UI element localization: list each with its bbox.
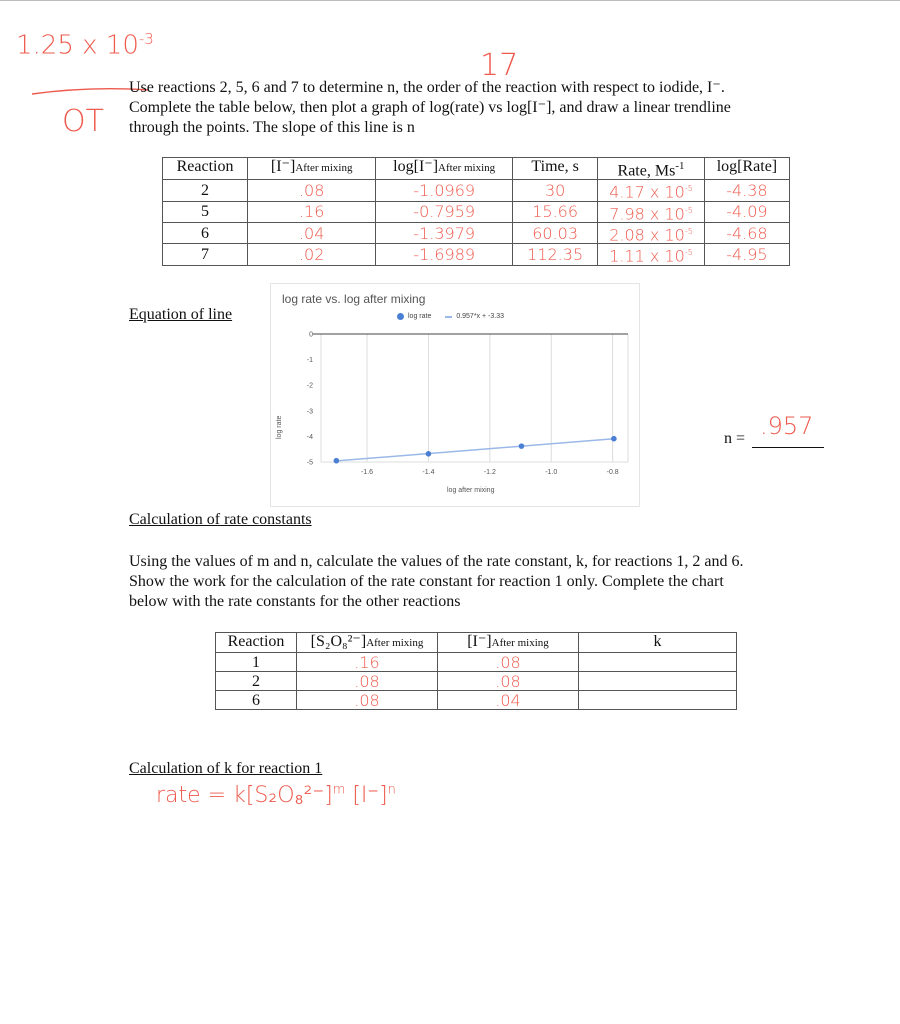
instructions-paragraph — [129, 78, 731, 138]
reaction-cell: 2 — [163, 180, 248, 201]
log-rate-cell: -4.68 — [704, 222, 789, 243]
log-iodide-cell: -1.0969 — [376, 180, 513, 201]
header-iodide: [I⁻]After mixing — [248, 158, 376, 180]
data-point — [611, 436, 617, 442]
rate-cell: 7.98 x $10^{-5}$ — [598, 201, 705, 222]
handwritten-ot: OT — [62, 104, 104, 139]
y-tick-label: -2 — [306, 382, 313, 390]
reaction-cell: 2 — [216, 672, 297, 691]
data-point — [426, 451, 432, 457]
log-rate-cell: -4.09 — [704, 201, 789, 222]
reaction-cell: 6 — [216, 691, 297, 710]
reaction-cell: 1 — [216, 653, 297, 672]
rate-constant-table — [215, 632, 737, 710]
log-iodide-cell: -1.3979 — [376, 222, 513, 243]
rate-constants-line-1: Using the values of m and n, calculate the values of the rate constant, k, for reactions 1, 2 and 6. — [129, 553, 744, 570]
n-answer-line — [752, 447, 824, 448]
table-row — [216, 691, 737, 710]
table-header-row — [163, 158, 790, 180]
y-tick-label: -5 — [306, 459, 313, 467]
y-tick-label: 0 — [309, 331, 313, 339]
instructions-line-3: through the points. The slope of this line is n — [129, 119, 415, 136]
rate-constants-heading: Calculation of rate constants — [129, 511, 312, 528]
table-row — [163, 201, 790, 222]
header-time: Time, s — [513, 158, 598, 180]
header-iodide: [I⁻]After mixing — [438, 633, 579, 653]
reaction-cell: 7 — [163, 244, 248, 265]
log-rate-cell: -4.95 — [704, 244, 789, 265]
iodide-cell: .04 — [248, 222, 376, 243]
persulfate-cell: .08 — [297, 691, 438, 710]
x-tick-label: -1.4 — [422, 469, 435, 476]
handwritten-n-value: .957 — [760, 412, 814, 440]
header-persulfate: [S₂O₈²⁻]After mixing — [297, 633, 438, 653]
time-cell: 30 — [513, 180, 598, 201]
y-tick-label: -3 — [306, 408, 313, 416]
y-axis-label: log rate — [276, 415, 283, 439]
handwritten-rate-law: rate = $k[S_2O_8^{2-}]^m$ $[I^-]^n$ — [156, 782, 396, 808]
k-cell[interactable] — [579, 653, 737, 672]
log-rate-cell: -4.38 — [704, 180, 789, 201]
table-header-row — [216, 633, 737, 653]
chart-plot-area — [271, 284, 639, 506]
table-row — [216, 672, 737, 691]
legend-label-trendline: 0.957*x + -3.33 — [456, 313, 504, 320]
log-iodide-cell: -1.6989 — [376, 244, 513, 265]
top-border — [0, 0, 900, 1]
header-rate: Rate, $Ms^{-1}$ — [598, 158, 705, 180]
table-row — [163, 244, 790, 265]
rate-cell: 1.11 x $10^{-5}$ — [598, 244, 705, 265]
data-point — [334, 458, 340, 464]
header-log-rate: log[Rate] — [704, 158, 789, 180]
legend-label-points: log rate — [408, 313, 432, 320]
iodide-cell: .04 — [438, 691, 579, 710]
y-tick-label: -1 — [306, 357, 313, 365]
n-label: n = — [724, 430, 746, 447]
instructions-line-2: Complete the table below, then plot a graph of log(rate) vs log[I⁻], and draw a linear trendline — [129, 99, 731, 116]
table-row — [163, 222, 790, 243]
handwritten-page-number: 17 — [480, 48, 519, 83]
iodide-cell: .16 — [248, 201, 376, 222]
equation-of-line-label: Equation of line — [129, 306, 233, 323]
header-k: k — [579, 633, 737, 653]
handwritten-note-top-left: 1.25 x $10^{-3}$ — [16, 30, 154, 61]
rate-cell: 2.08 x $10^{-5}$ — [598, 222, 705, 243]
rate-constants-paragraph — [129, 552, 743, 612]
rate-cell: 4.17 x $10^{-5}$ — [598, 180, 705, 201]
instructions-line-1: Use reactions 2, 5, 6 and 7 to determine n, the order of the reaction with respect to iodide, I⁻. — [129, 79, 725, 96]
iodide-cell: .02 — [248, 244, 376, 265]
iodide-cell: .08 — [438, 653, 579, 672]
time-cell: 112.35 — [513, 244, 598, 265]
table-row — [216, 653, 737, 672]
log-iodide-cell: -0.7959 — [376, 201, 513, 222]
rate-constants-line-3: below with the rate constants for the other reactions — [129, 593, 461, 610]
time-cell: 60.03 — [513, 222, 598, 243]
k-cell[interactable] — [579, 691, 737, 710]
rate-constants-line-2: Show the work for the calculation of the rate constant for reaction 1 only. Complete the chart — [129, 573, 724, 590]
x-tick-label: -1.2 — [483, 469, 496, 476]
persulfate-cell: .08 — [297, 672, 438, 691]
reaction-cell: 6 — [163, 222, 248, 243]
chart-title: log rate vs. log after mixing — [282, 292, 426, 306]
iodide-cell: .08 — [248, 180, 376, 201]
iodide-cell: .08 — [438, 672, 579, 691]
y-tick-label: -4 — [306, 433, 313, 441]
x-tick-label: -1.6 — [361, 469, 374, 476]
trendline — [336, 439, 614, 461]
x-axis-label: log after mixing — [447, 487, 495, 494]
header-log-iodide: log[I⁻]After mixing — [376, 158, 513, 180]
x-tick-label: -0.8 — [606, 469, 619, 476]
persulfate-cell: .16 — [297, 653, 438, 672]
k-cell[interactable] — [579, 672, 737, 691]
reaction-cell: 5 — [163, 201, 248, 222]
header-reaction: Reaction — [163, 158, 248, 180]
data-point — [519, 443, 525, 449]
time-cell: 15.66 — [513, 201, 598, 222]
table-row — [163, 180, 790, 201]
log-rate-chart — [270, 283, 640, 507]
calc-k-label: Calculation of k for reaction 1 — [129, 760, 323, 777]
x-tick-label: -1.0 — [545, 469, 558, 476]
iodide-order-table — [162, 157, 790, 266]
header-reaction: Reaction — [216, 633, 297, 653]
